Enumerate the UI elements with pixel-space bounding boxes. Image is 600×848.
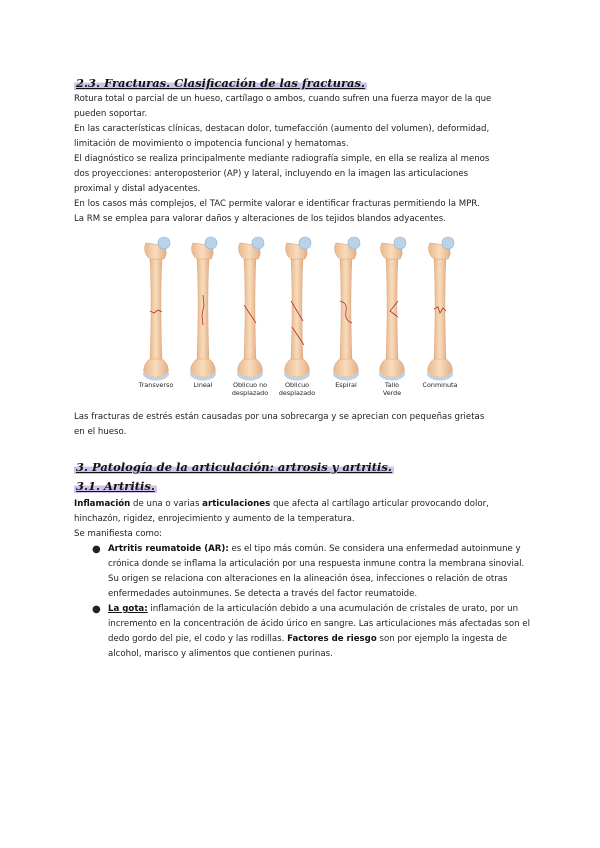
fracture-type-label: Oblicuo [284,381,310,389]
cartilage-head [252,237,264,249]
bone-figure [238,237,264,379]
list-item [92,602,532,662]
text-span: que afecta al cartílago articular provocando dolor, [270,499,489,509]
fracture-type-label: Oblicuo no [232,381,268,389]
arthritis-intro [74,497,534,542]
bold-term: Inflamación [74,499,131,509]
bone-condyles [380,359,405,377]
bone-figure [428,237,454,379]
text-line: proximal y distal adyacentes. [74,184,201,194]
fracture-type-label: Transverso [138,381,174,389]
bone-condyles [334,359,359,377]
arthritis-types-list [92,542,532,662]
text-line: Rotura total o parcial de un hueso, cartílago o ambos, cuando sufren una fuerza mayor de la que [74,94,492,104]
section-heading-2-3: 2.3. Fracturas. Clasificación de las fracturas. [76,76,365,90]
fracture-type-label-line2: desplazado [278,389,316,397]
cartilage-head [348,237,360,249]
text-line: En las características clínicas, destacan dolor, tumefacción (aumento del volumen), deformidad, [74,124,490,134]
bone-figure [191,237,217,379]
text-line: pueden soportar. [74,109,148,119]
bullet-dot-icon: ● [92,604,101,615]
bone-figure [380,237,406,379]
bone-shaft [150,257,162,363]
cartilage-head [299,237,311,249]
bold-term: articulaciones [202,499,271,509]
text-span: son por ejemplo la ingesta de alcohol, marisco y alimentos que contienen purinas. [108,634,508,659]
text-span: es el tipo más común. Se considera una enfermedad autoinmune y crónica donde se inflama la articulación por una respuesta inmune contra la membrana sinovial. Su origen se relaciona con alteraciones en la alineación ósea, infecciones o relación de otras enfermedades autoinmunes. Se detecta a través del factor reumatoide. [108,544,525,599]
text-line: en el hueso. [74,427,127,437]
fracture-type-label: Lineal [193,381,213,389]
cartilage-head [158,237,170,249]
bone-condyles [285,359,310,377]
list-item [92,542,532,602]
bone-condyles [144,359,169,377]
bullet-dot-icon: ● [92,544,101,555]
bone-shaft [291,257,303,363]
fracture-type-label-line2: Verde [382,389,402,397]
bold-term: Factores de riesgo [287,634,377,644]
fracture-types-illustration [130,235,470,400]
section-heading-3-1: 3.1. Artritis. [76,479,155,493]
cartilage-head [442,237,454,249]
bone-condyles [238,359,263,377]
bone-figure [144,237,170,379]
bone-condyles [428,359,453,377]
fracture-type-label: Tallo [384,381,400,389]
text-line: dos proyecciones: anteroposterior (AP) y lateral, incluyendo en la imagen las articulaciones [74,169,469,179]
fracture-type-label: Espiral [335,381,357,389]
bone-condyles [191,359,216,377]
section-heading-3: 3. Patología de la articulación: artrosis y artritis. [76,460,392,474]
stress-fracture-paragraph [74,410,534,440]
text-span: de una o varias [130,499,203,509]
bone-figure [285,237,311,379]
fractures-paragraph [74,92,534,227]
cartilage-head [394,237,406,249]
bone-figure [334,237,360,379]
bone-shaft [244,257,256,363]
text-line: Las fracturas de estrés están causadas por una sobrecarga y se aprecian con pequeñas grietas [74,412,485,422]
text-line: El diagnóstico se realiza principalmente mediante radiografía simple, en ella se realiza al menos [74,154,490,164]
fracture-type-label-line2: desplazado [231,389,269,397]
text-span: inflamación de la articulación debido a una acumulación de cristales de urato, por un incremento en la concentración de ácido úrico en sangre. Las articulaciones más afectadas son el dedo gordo del pie, el codo y las rodillas. [108,604,530,644]
bold-term: Artritis reumatoide (AR): [108,544,229,554]
text-line: limitación de movimiento o impotencia funcional y hematomas. [74,139,349,149]
bone-shaft [434,257,446,363]
text-line [74,497,534,512]
text-line: Se manifiesta como: [74,529,162,539]
bone-shaft [386,257,398,363]
text-line: hinchazón, rigidez, enrojecimiento y aumento de la temperatura. [74,514,355,524]
bold-term: La gota: [108,604,148,614]
fracture-type-label: Conminuta [422,381,458,389]
text-line: La RM se emplea para valorar daños y alteraciones de los tejidos blandos adyacentes. [74,214,446,224]
text-line: En los casos más complejos, el TAC permite valorar e identificar fracturas permitiendo la MPR. [74,199,480,209]
cartilage-head [205,237,217,249]
